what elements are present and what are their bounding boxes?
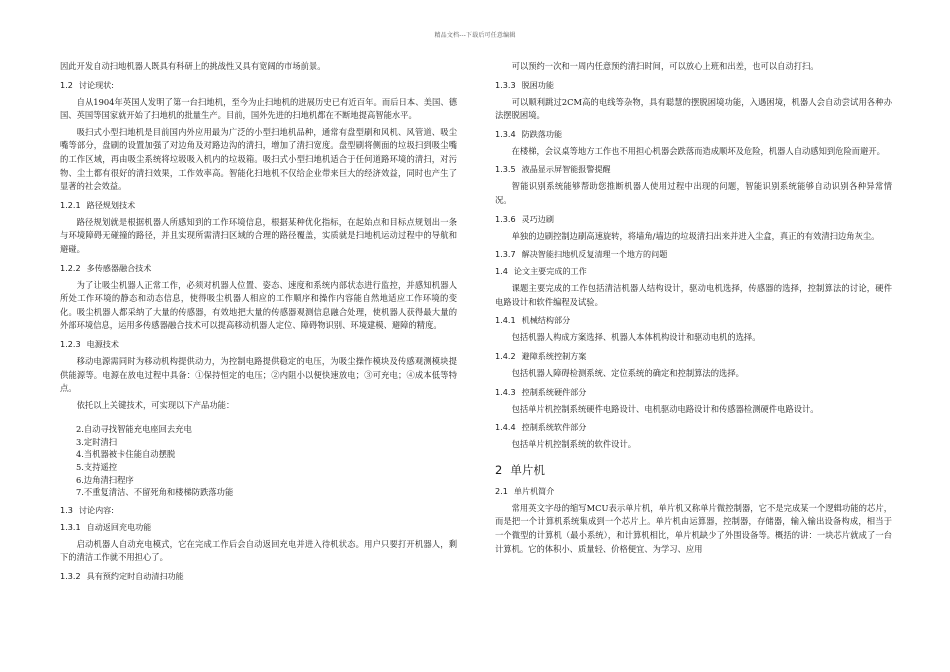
right-column bbox=[495, 60, 892, 559]
paragraph-1-3-6: 单独的边刷控制边刷高速旋转，将墙角/墙边的垃圾清扫出来并进入尘盒，真正的有效清扫边角灰尘。 bbox=[511, 230, 880, 241]
chapter-heading-2: 2 单片机 bbox=[495, 462, 545, 477]
paragraph-1-4-2: 包括机器人障碍检测系统、定位系统的确定和控制算法的选择。 bbox=[511, 367, 744, 378]
heading-1-2-2: 1.2.2 多传感器融合技术 bbox=[60, 262, 152, 273]
heading-1-4-4: 1.4.4 控制系统软件部分 bbox=[495, 422, 587, 433]
paragraph-1-4-4: 包括单片机控制系统的软件设计。 bbox=[511, 439, 637, 450]
heading-1-3-1: 1.3.1 自动返回充电功能 bbox=[60, 521, 152, 532]
heading-1-2-3: 1.2.3 电源技术 bbox=[60, 338, 119, 349]
heading-2-1: 2.1 单片机简介 bbox=[495, 485, 555, 496]
paragraph-1-2-3-a: 移动电源需同时为移动机构提供动力，为控制电路提供稳定的电压，为吸尘操作模块及传感观测模块提供能源等。电源在放电过程中具备：①保持恒定的电压；②内阻小以便快速放电；③可充电；④成本低等特点。 bbox=[60, 355, 457, 394]
heading-1-2: 1.2 讨论现状: bbox=[60, 79, 114, 90]
paragraph-2-1: 常用英文字母的缩写MCU表示单片机，单片机又称单片微控制器，它不是完成某一个逻辑功能的芯片，而是把一个计算机系统集成到一个芯片上。单片机由运算器，控制器，存储器，输入输出设备构成，相当于一个微型的计算机（最小系统），和计算机相比，单片机缺少了外围设备等。概括的讲：一块芯片就成了一台计算机。它的体积小、质量轻、价格便宜、为学习、应用 bbox=[495, 502, 892, 554]
left-column bbox=[60, 60, 457, 587]
heading-1-3-5: 1.3.5 液晶显示屏智能报警提醒 bbox=[495, 164, 611, 175]
list-item: 6.边角清扫程序 bbox=[76, 474, 134, 485]
heading-1-4-2: 1.4.2 避障系统控制方案 bbox=[495, 350, 587, 361]
heading-1-3-2: 1.3.2 具有预约定时自动清扫功能 bbox=[60, 571, 184, 582]
heading-1-4-1: 1.4.1 机械结构部分 bbox=[495, 315, 571, 326]
list-item: 4.当机器被卡住能自动摆脱 bbox=[76, 449, 176, 460]
list-item: 3.定时清扫 bbox=[76, 436, 118, 447]
paragraph-1-2-3-b: 依托以上关键技术，可实现以下产品功能： bbox=[76, 399, 235, 410]
paragraph-1-3-4: 在楼梯，会议桌等地方工作也不用担心机器会跌落而造成顺坏及危险，机器人自动感知到危险而避开。 bbox=[511, 145, 885, 156]
heading-1-3-3: 1.3.3 脱困功能 bbox=[495, 79, 554, 90]
paragraph-1-3-5: 智能识别系统能够帮助您推断机器人使用过程中出现的问题，智能识别系统能够自动识别各种异常情况。 bbox=[495, 181, 892, 205]
paragraph-1-3-1: 启动机器人自动充电模式，它在完成工作后会自动返回充电并进入待机状态。用户只要打开机器人，剩下的清洁工作就不用担心了。 bbox=[60, 538, 457, 563]
paragraph-1-4-1: 包括机器人构成方案选择、机器人本体机构设计和驱动电机的选择。 bbox=[511, 332, 761, 343]
paragraph-1-2-b: 吸扫式小型扫地机是目前国内外应用最为广泛的小型扫地机品种，通常有盘型刷和风机、风管道、吸尘嘴等部分，盘刷的设置加强了对边角及对路边沟的清扫，增加了清扫宽度。盘型刷将侧面的垃圾扫到吸尘嘴的工作区域，再由吸尘系统将垃圾吸入机内的垃圾箱。吸扫式小型扫地机适合于任何道路环境的清扫，对污物、尘土都有很好的清扫效果，工作效率高。智能化扫地机不仅给企业带来巨大的经济效益，同时也产生了显著的社会效益。 bbox=[60, 126, 457, 192]
paragraph-1-2-2: 为了让吸尘机器人正常工作，必须对机器人位置、姿态、速度和系统内部状态进行监控，并感知机器人所处工作环境的静态和动态信息，使得吸尘机器人相应的工作顺序和操作内容能自然地适应工作环境的变化。吸尘机器人都采纳了大量的传感器，有效地把大量的传感器观测信息融合处理，使机器人获得最大量的外部环境信息，运用多传感器融合技术可以提高移动机器人定位、障碍物识别、环境建模、避障的精度。 bbox=[60, 279, 457, 331]
paragraph-1-4-3: 包括单片机控制系统硬件电路设计、电机驱动电路设计和传感器检测硬件电路设计。 bbox=[511, 403, 819, 414]
heading-1-3: 1.3 讨论内容: bbox=[60, 504, 114, 515]
paragraph-1-3-3: 可以顺利跳过2CM高的电线等杂物，具有聪慧的摆脱困境功能，入遇困境，机器人会自动尝试用各种办法摆脱困境。 bbox=[495, 96, 892, 121]
paragraph-1-4: 课题主要完成的工作包括清洁机器人结构设计，驱动电机选择，传感器的选择，控制算法的讨论，硬件电路设计和软件编程及试验。 bbox=[495, 283, 892, 307]
heading-1-2-1: 1.2.1 路径规划技术 bbox=[60, 199, 136, 210]
intro-paragraph: 因此开发自动扫地机器人既具有科研上的挑战性又具有宽阔的市场前景。 bbox=[60, 61, 326, 71]
list-item: 7.不重复清洁、不留死角和楼梯防跌落功能 bbox=[76, 487, 234, 498]
feature-list bbox=[60, 423, 457, 499]
list-item: 2.自动寻找智能充电座回去充电 bbox=[76, 424, 192, 435]
heading-1-3-6: 1.3.6 灵巧边刷 bbox=[495, 213, 554, 224]
page-header: 精品文档---下载后可任意编辑 bbox=[434, 32, 516, 39]
heading-1-4-3: 1.4.3 控制系统硬件部分 bbox=[495, 386, 587, 397]
paragraph-1-2-1: 路径规划就是根据机器人所感知到的工作环境信息，根据某种优化指标，在起始点和目标点规划出一条与环境障碍无碰撞的路径，并且实现所需清扫区域的合理的路径覆盖，实质就是扫地机运动过程中的导航和避碰。 bbox=[60, 216, 457, 254]
heading-1-3-4: 1.3.4 防跌落功能 bbox=[495, 128, 563, 139]
paragraph-1-3-2: 可以预约一次和一周内任意预约清扫时间，可以放心上班和出差，也可以自动打扫。 bbox=[511, 61, 819, 71]
paragraph-1-2-a: 自从1904年英国人发明了第一台扫地机，至今为止扫地机的进展历史已有近百年。而后日本、美国、德国、英国等国家就开始了扫地机的批量生产。目前，国外先进的扫地机都在不断地提高智能水平。 bbox=[60, 96, 457, 121]
heading-1-4: 1.4 论文主要完成的工作 bbox=[495, 266, 587, 277]
heading-1-3-7: 1.3.7 解决智能扫地机反复清理一个地方的问题 bbox=[495, 249, 668, 260]
list-item: 5.支持遥控 bbox=[76, 462, 118, 473]
